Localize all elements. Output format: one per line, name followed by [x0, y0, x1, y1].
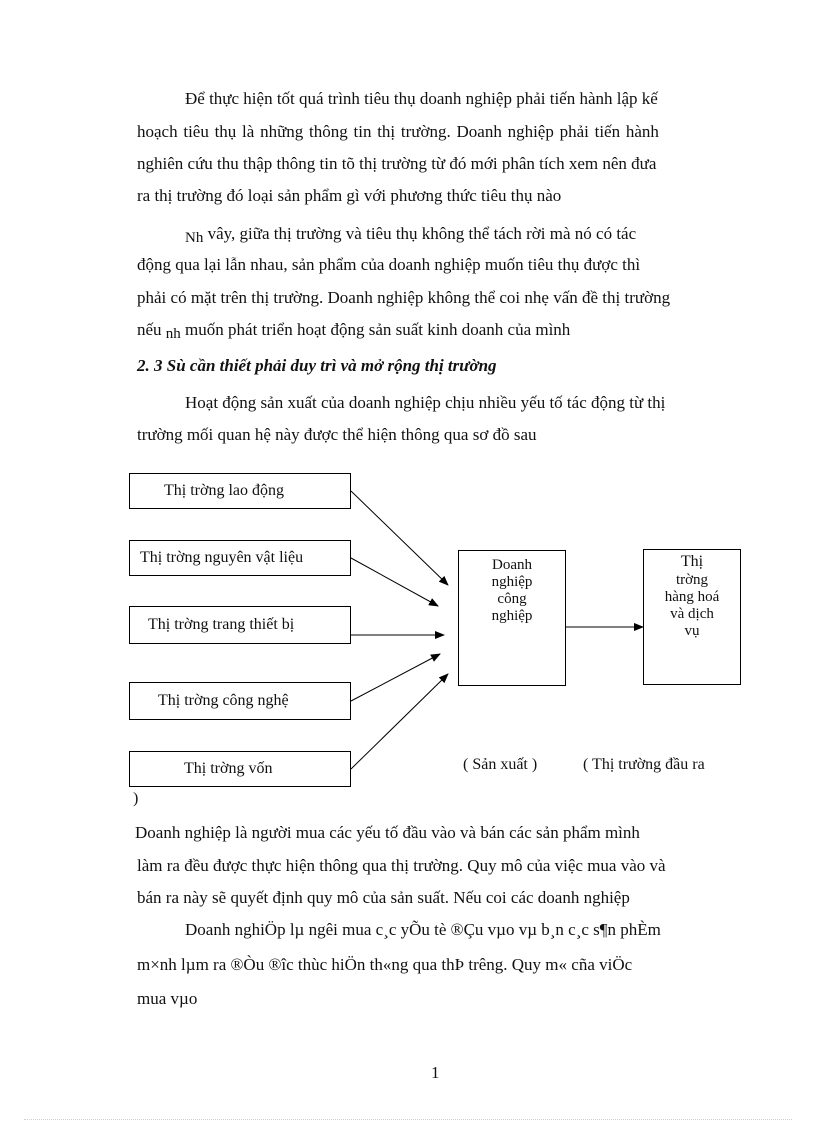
- paragraph2-line1-text: vây, giữa thị trường và tiêu thụ không thể tách rời mà nó có tác: [203, 224, 637, 243]
- input-label-materials: Thị trờng nguyên vật liệu: [140, 549, 304, 566]
- arrow-capital: [351, 674, 448, 769]
- paragraph3-line1: Hoạt động sản xuất của doanh nghiệp chịu nhiều yếu tố tác động từ thị: [185, 393, 666, 412]
- paragraph2-prefix: Nh: [185, 230, 204, 246]
- page-number: 1: [431, 1063, 440, 1082]
- arrow-technology: [351, 654, 440, 701]
- enterprise-line4: nghiệp: [491, 608, 533, 624]
- paragraph2-line4-prefix: nếu: [137, 320, 162, 339]
- footer-divider: [24, 1119, 792, 1120]
- output-line5: vụ: [684, 623, 700, 639]
- label-production: ( Sản xuất ): [463, 756, 538, 773]
- paragraph2-line2: động qua lại lẫn nhau, sản phẩm của doanh nghiệp muốn tiêu thụ được thì: [137, 255, 641, 274]
- output-line1: Thị: [680, 553, 704, 570]
- paragraph2-line3: phải có mặt trên thị trường. Doanh nghiệp không thể coi nhẹ vấn đề thị trường: [137, 288, 671, 307]
- output-line4: và dịch: [670, 606, 714, 622]
- input-label-equipment: Thị trờng trang thiết bị: [148, 616, 295, 633]
- section-heading: 2. 3 Sù cần thiết phải duy trì và mở rộng thị trường: [137, 356, 497, 375]
- paragraph4-line1: Doanh nghiệp là người mua các yếu tố đầu vào và bán các sản phẩm mình: [135, 823, 640, 842]
- arrow-labor: [351, 491, 448, 585]
- paragraph1-line1: Để thực hiện tốt quá trình tiêu thụ doanh nghiệp phải tiến hành lập kế: [185, 89, 658, 108]
- paragraph5-line3: mua vµo: [137, 989, 198, 1008]
- enterprise-line1: Doanh: [492, 557, 532, 573]
- paragraph1-line2: hoạch tiêu thụ là những thông tin thị trường. Doanh nghiệp phải tiến hành: [137, 122, 659, 141]
- enterprise-line2: nghiệp: [491, 574, 533, 590]
- paragraph2-line4-small: nh: [165, 326, 181, 342]
- paragraph5-line1: Doanh nghiÖp lµ ngêi mua c¸c yÕu tè ®Çu vµo vµ b¸n c¸c s¶n phÈm: [185, 920, 661, 939]
- stray-paren: ): [133, 790, 139, 807]
- paragraph4-line3: bán ra này sẽ quyết định quy mô của sản suất. Nếu coi các doanh nghiệp: [137, 888, 630, 907]
- paragraph5-line2: m×nh lµm ra ®Òu ®îc thùc hiÖn th«ng qua thÞ trêng. Quy m« cña viÖc: [137, 955, 633, 974]
- input-label-capital: Thị trờng vốn: [184, 760, 273, 777]
- paragraph1-line3: nghiên cứu thu thập thông tin tõ thị trường từ đó mới phân tích xem nên đưa: [137, 154, 657, 173]
- enterprise-line3: công: [497, 591, 527, 607]
- output-line3: hàng hoá: [664, 589, 720, 605]
- label-output-market: ( Thị trường đầu ra: [583, 756, 705, 773]
- paragraph2-line4-text: muốn phát triển hoạt động sản suất kinh doanh của mình: [180, 320, 571, 339]
- paragraph1-line4: ra thị trường đó loại sản phẩm gì với phương thức tiêu thụ nào: [137, 186, 562, 205]
- output-line2: trờng: [675, 572, 709, 588]
- arrow-materials: [351, 558, 438, 606]
- paragraph4-line2: làm ra đều được thực hiện thông qua thị trường. Quy mô của việc mua vào và: [137, 856, 666, 875]
- input-label-labor: Thị trờng lao động: [164, 482, 284, 499]
- paragraph3-line2: trường mối quan hệ này được thể hiện thông qua sơ đồ sau: [137, 425, 537, 444]
- input-label-technology: Thị trờng công nghệ: [158, 692, 289, 709]
